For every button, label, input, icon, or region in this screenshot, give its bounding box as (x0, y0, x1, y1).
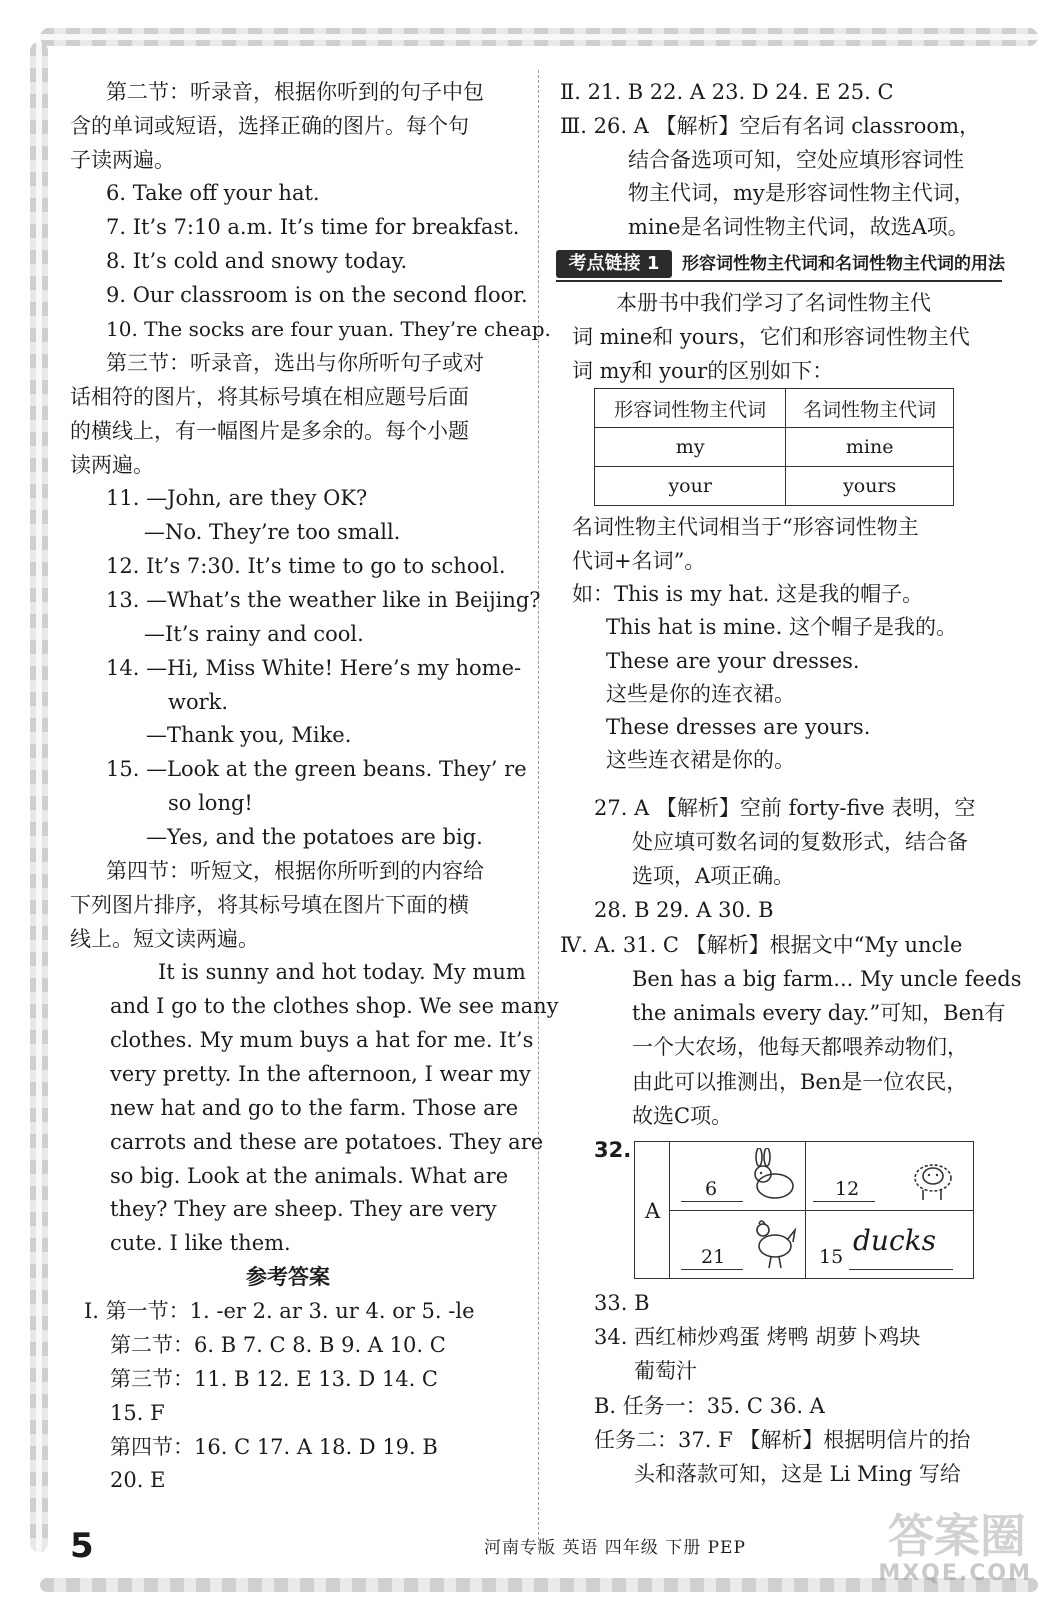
cell-number: 6 (705, 1178, 718, 1200)
text-line: 第二节：听录音，根据你听到的句子中包 (106, 80, 484, 104)
text-line: 这些连衣裙是你的。 (606, 748, 795, 772)
text-line: 结合备选项可知，空处应填形容词性 (628, 148, 964, 172)
text-line: 第三节：听录音，选出与你所听句子或对 (106, 351, 484, 375)
watermark-url: MXQE.COM (878, 1561, 1032, 1586)
answer-line: 28. B 29. A 30. B (594, 898, 774, 922)
answer-line: 第三节：11. B 12. E 13. D 14. C (110, 1367, 438, 1391)
text-line: 7. It’s 7:10 a.m. It’s time for breakfast. (106, 215, 520, 239)
table-row (595, 467, 954, 506)
table-cell: mine (786, 428, 954, 467)
text-line: This hat is mine. 这个帽子是我的。 (606, 615, 957, 639)
decorative-frame-left (30, 42, 48, 1552)
table-header-row (595, 389, 954, 428)
text-line: 含的单词或短语，选择正确的图片。每个句 (70, 114, 469, 138)
text-line: 15. —Look at the green beans. They’ re (106, 757, 527, 781)
text-line: cute. I like them. (110, 1231, 291, 1255)
text-line: 第四节：听短文，根据你所听到的内容给 (106, 859, 484, 883)
decorative-frame-top (40, 28, 1038, 46)
grid-cell (669, 1142, 805, 1210)
table-header: 名词性物主代词 (786, 389, 954, 428)
text-line: These are your dresses. (606, 649, 860, 673)
text-line: 葡萄汁 (634, 1359, 697, 1383)
text-line: 11. —John, are they OK? (106, 486, 368, 510)
answer-line: Ⅱ. 21. B 22. A 23. D 24. E 25. C (560, 80, 894, 104)
answer-line: 20. E (110, 1468, 166, 1492)
answer-line: Ⅳ. A. 31. C 【解析】根据文中“My uncle (560, 933, 963, 957)
text-line: 这些是你的连衣裙。 (606, 682, 795, 706)
cell-number: 21 (701, 1246, 726, 1268)
text-line: 头和落款可知，这是 Li Ming 写给 (634, 1462, 961, 1486)
text-line: very pretty. In the afternoon, I wear my (110, 1062, 531, 1086)
text-line: —No. They’re too small. (144, 520, 401, 544)
watermark-logo (850, 1496, 1036, 1592)
answer-line: Ⅲ. 26. A 【解析】空后有名词 classroom， (560, 114, 980, 138)
question-32-label: 32. (594, 1138, 632, 1162)
text-line: 9. Our classroom is on the second floor. (106, 283, 528, 307)
text-line: and I go to the clothes shop. We see many (110, 994, 559, 1018)
kaodian-title: 形容词性物主代词和名词性物主代词的用法 (682, 254, 1005, 274)
text-line: It is sunny and hot today. My mum (158, 960, 526, 984)
text-line: 13. —What’s the weather like in Beijing? (106, 588, 541, 612)
sheep-icon (909, 1148, 959, 1202)
rabbit-icon (749, 1148, 799, 1202)
watermark-text: 答案圈 (888, 1509, 1026, 1563)
kaodian-rule (556, 280, 1002, 282)
text-line: mine是名词性物主代词，故选A项。 (628, 215, 969, 239)
hen-icon (749, 1216, 799, 1270)
text-line: 处应填可数名词的复数形式，结合备 (632, 830, 968, 854)
text-line: 由此可以推测出，Ben是一位农民， (632, 1070, 968, 1094)
handwritten-answer: ducks (853, 1224, 936, 1257)
text-line: they? They are sheep. They are very (110, 1197, 497, 1221)
text-line: 词 mine和 yours，它们和形容词性物主代 (572, 325, 970, 349)
question-32-grid (634, 1141, 974, 1279)
text-line: 故选C项。 (632, 1104, 733, 1128)
text-line: work. (168, 690, 229, 714)
text-line: so big. Look at the animals. What are (110, 1164, 509, 1188)
page-number: 5 (70, 1526, 94, 1566)
cell-number: 15 (819, 1246, 844, 1268)
text-line: —Thank you, Mike. (146, 723, 352, 747)
text-line: new hat and go to the farm. Those are (110, 1096, 519, 1120)
answer-line: 第四节：16. C 17. A 18. D 19. B (110, 1435, 438, 1459)
answer-line: B. 任务一：35. C 36. A (594, 1394, 825, 1418)
text-line: 词 my和 your的区别如下： (572, 359, 834, 383)
answer-line: 15. F (110, 1401, 165, 1425)
grid-row-label: A (645, 1199, 661, 1223)
text-line: so long! (168, 791, 253, 815)
grid-cell (669, 1210, 805, 1278)
kaodian-badge: 考点链接 1 (556, 250, 672, 278)
answer-line: 27. A 【解析】空前 forty-five 表明，空 (594, 796, 976, 820)
text-line: 一个大农场，他每天都喂养动物们， (632, 1035, 968, 1059)
answer-line: 第二节：6. B 7. C 8. B 9. A 10. C (110, 1333, 446, 1357)
cell-number: 12 (835, 1178, 860, 1200)
text-line: 6. Take off your hat. (106, 181, 320, 205)
text-line: 名词性物主代词相当于“形容词性物主 (572, 515, 919, 539)
answer-line: 任务二：37. F 【解析】根据明信片的抬 (594, 1428, 971, 1452)
table-cell: your (595, 467, 786, 506)
footer-text: 河南专版 英语 四年级 下册 PEP (484, 1538, 746, 1558)
grid-cell (805, 1210, 973, 1278)
text-line: 子读两遍。 (70, 148, 175, 172)
text-line: 如：This is my hat. 这是我的帽子。 (572, 582, 924, 606)
text-line: 线上。短文读两遍。 (70, 927, 259, 951)
text-line: 选项，A项正确。 (632, 864, 795, 888)
text-line: carrots and these are potatoes. They are (110, 1130, 544, 1154)
text-line: 代词+名词”。 (572, 549, 706, 573)
table-cell: yours (786, 467, 954, 506)
text-line: —It’s rainy and cool. (144, 622, 364, 646)
text-line: 话相符的图片，将其标号填在相应题号后面 (70, 385, 469, 409)
table-row (595, 428, 954, 467)
text-line: 下列图片排序，将其标号填在图片下面的横 (70, 893, 469, 917)
answer-heading: 参考答案 (246, 1265, 330, 1289)
text-line: clothes. My mum buys a hat for me. It’s (110, 1028, 534, 1052)
answer-line: Ⅰ. 第一节：1. -er 2. ar 3. ur 4. or 5. -le (84, 1299, 475, 1323)
text-line: 物主代词，my是形容词性物主代词， (628, 181, 975, 205)
table-cell: my (595, 428, 786, 467)
text-line: 本册书中我们学习了名词性物主代 (616, 291, 931, 315)
column-separator (538, 70, 539, 1550)
text-line: 10. The socks are four yuan. They’re cheap. (106, 317, 551, 341)
text-line: 8. It’s cold and snowy today. (106, 249, 408, 273)
grid-cell (805, 1142, 973, 1210)
text-line: the animals every day.”可知，Ben有 (632, 1001, 1006, 1025)
text-line: These dresses are yours. (606, 715, 871, 739)
answer-line: 34. 西红柿炒鸡蛋 烤鸭 胡萝卜鸡块 (594, 1325, 921, 1349)
pronoun-table (594, 388, 954, 506)
text-line: Ben has a big farm... My uncle feeds (632, 967, 1022, 991)
text-line: 14. —Hi, Miss White! Here’s my home- (106, 656, 522, 680)
text-line: 读两遍。 (70, 453, 154, 477)
answer-line: 33. B (594, 1291, 650, 1315)
table-header: 形容词性物主代词 (595, 389, 786, 428)
text-line: —Yes, and the potatoes are big. (146, 825, 483, 849)
text-line: 12. It’s 7:30. It’s time to go to school. (106, 554, 506, 578)
text-line: 的横线上，有一幅图片是多余的。每个小题 (70, 419, 469, 443)
